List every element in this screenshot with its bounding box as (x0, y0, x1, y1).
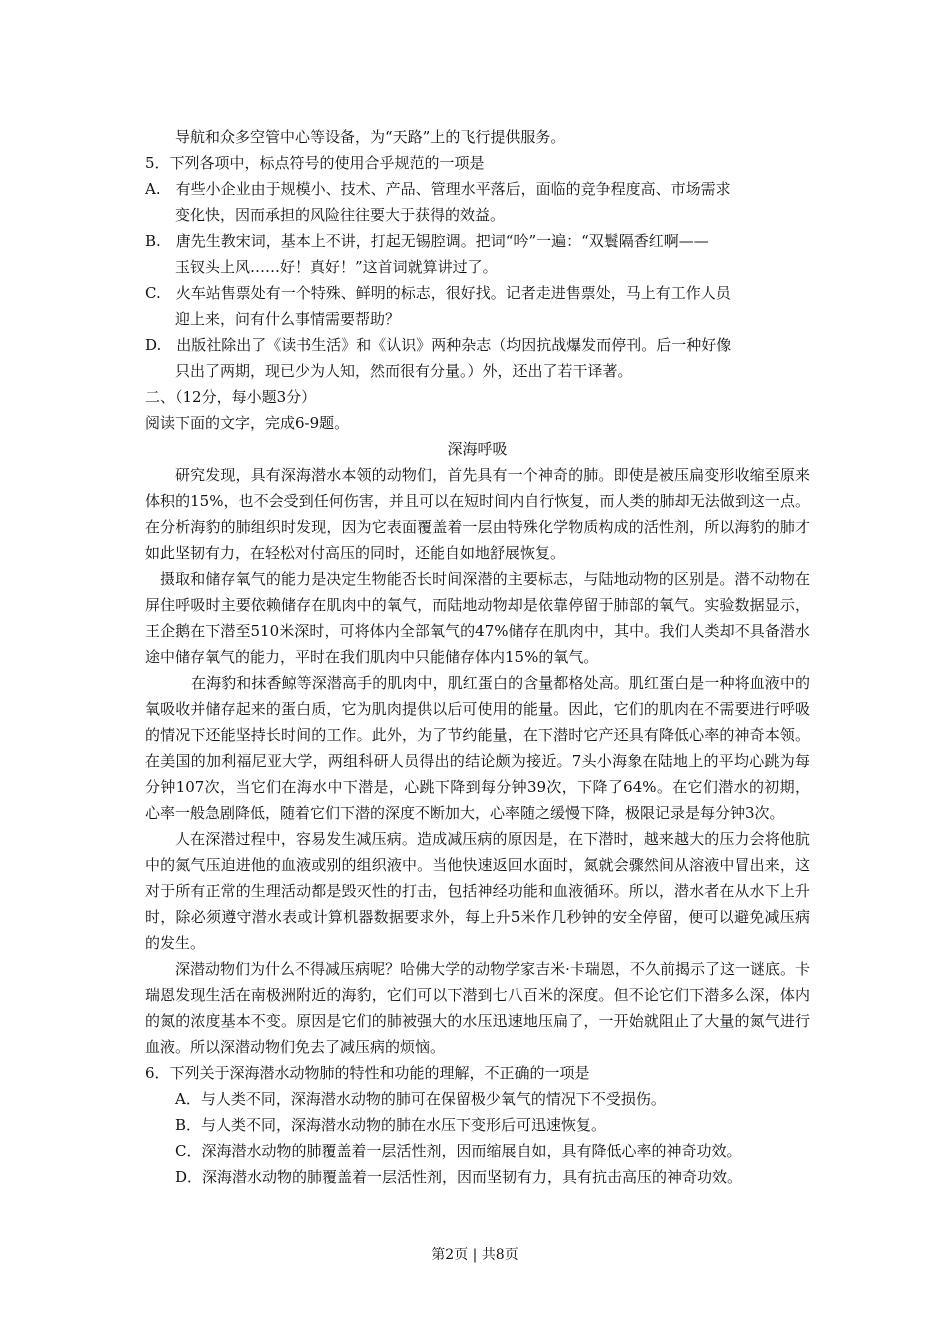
article-paragraph-1: 研究发现，具有深海潜水本领的动物们，首先具有一个神奇的肺。即使是被压扁变形收缩至原来体积的15%，也不会受到任何伤害，并且可以在短时间内自行恢复，而人类的肺却无法做到这一点。在分析海豹的肺组织时发现，因为它表面覆盖着一层由特殊化学物质构成的活性剂，所以海豹的肺才如此坚韧有力，在轻松对付高压的同时，还能自如地舒展恢复。 (145, 466, 810, 562)
continuation-line: 导航和众多空管中心等设备，为“天路”上的飞行提供服务。 (175, 128, 566, 146)
question-6-option-d: D．深海潜水动物的肺覆盖着一层活性剂，因而坚韧有力，具有抗击高压的神奇功效。 (175, 1168, 743, 1186)
page-footer: 第2页 | 共8页 (431, 1247, 519, 1263)
option-c-line-2: 迎上来，问有什么事情需要帮助？ (175, 310, 401, 328)
question-6-option-a: A．与人类不同，深海潜水动物的肺可在保留极少氧气的情况下不受损伤。 (175, 1090, 666, 1108)
question-5-option-b (145, 228, 810, 280)
question-5-option-c (145, 280, 810, 332)
question-5-option-d (145, 332, 810, 384)
article-title: 深海呼吸 (447, 440, 508, 458)
section-2-instruction: 阅读下面的文字，完成6-9题。 (145, 414, 350, 432)
option-b-line-2: 玉钗头上风……好！真好！”这首词就算讲过了。 (175, 258, 498, 276)
article-paragraph-5: 深潜动物们为什么不得减压病呢？哈佛大学的动物学家吉米·卡瑞恩，不久前揭示了这一谜底。卡瑞恩发现生活在南极洲附近的海豹，它们可以下潜到七八百米的深度。但不论它们下潜多么深，体内的氮的浓度基本不变。原因是它们的肺被强大的水压迅速地压扁了，一开始就阻止了大量的氮气进行血液。所以深潜动物们免去了减压病的烦恼。 (145, 960, 810, 1056)
question-6-option-b: B．与人类不同，深海潜水动物的肺在水压下变形后可迅速恢复。 (175, 1116, 607, 1134)
option-a-line-2: 变化快，因而承担的风险往往要大于获得的效益。 (175, 206, 506, 224)
option-c-line-1: C. 火车站售票处有一个特殊、鲜明的标志，很好找。记者走进售票处，马上有工作人员 (145, 284, 731, 302)
question-5-option-a (145, 176, 810, 228)
article-paragraph-4: 人在深潜过程中，容易发生减压病。造成减压病的原因是，在下潜时，越来越大的压力会将他肮中的氮气压迫进他的血液或别的组织液中。当他快速返回水面时，氮就会骤然间从溶液中冒出来，这对于所有正常的生理活动都是毁灭性的打击，包括神经功能和血液循环。所以，潜水者在从水下上升时，除必须遵守潜水表或计算机器数据要求外，每上升5米作几秒钟的安全停留，便可以避免减压病的发生。 (145, 830, 810, 952)
option-d-line-2: 只出了两期，现已少为人知，然而很有分量。）外，还出了若干译著。 (175, 362, 633, 380)
article-paragraph-3: 在海豹和抹香鲸等深潜高手的肌肉中，肌红蛋白的含量都格处高。肌红蛋白是一种将血液中的氧吸收并储存起来的蛋白质，它为肌肉提供以后可使用的能量。因此，它们的肌肉在不需要进行呼吸的情况下还能坚持长时间的工作。此外，为了节约能量，在下潜时它产还具有降低心率的神奇本领。在美国的加利福尼亚大学，两组科研人员得出的结论颇为接近。7头小海象在陆地上的平均心跳为每分钟107次，当它们在海水中下潜是，心跳下降到每分钟39次，下降了64%。在它们潜水的初期，心率一般急剧降低，随着它们下潜的深度不断加大，心率随之缓慢下降，极限记录是每分钟3次。 (145, 674, 810, 822)
question-5-stem: 5．下列各项中，标点符号的使用合乎规范的一项是 (145, 154, 485, 172)
exam-page (145, 124, 810, 1190)
option-d-line-1: D. 出版社除出了《读书生活》和《认识》两种杂志（均因抗战爆发而停刊。后一种好像 (145, 336, 732, 354)
option-a-line-1: A. 有些小企业由于规模小、技术、产品、管理水平落后，面临的竞争程度高、市场需求 (145, 180, 731, 198)
option-b-line-1: B. 唐先生教宋词，基本上不讲，打起无锡腔调。把词“吟”一遍：“双鬟隔香红啊—— (145, 232, 709, 250)
question-6-option-c: C．深海潜水动物的肺覆盖着一层活性剂，因而缩展自如，具有降低心率的神奇功效。 (175, 1142, 742, 1160)
question-6-stem: 6．下列关于深海潜水动物肺的特性和功能的理解，不正确的一项是 (145, 1064, 590, 1082)
article-paragraph-2: 摄取和储存氧气的能力是决定生物能否长时间深潜的主要标志，与陆地动物的区别是。潜不动物在屏住呼吸时主要依赖储存在肌肉中的氧气，而陆地动物却是依靠停留于肺部的氧气。实验数据显示，王企鹅在下潜至510米深时，可将体内全部氧气的47%储存在肌肉中，其中。我们人类却不具备潜水途中储存氧气的能力，平时在我们肌肉中只能储存体内15%的氧气。 (145, 570, 810, 666)
section-2-heading: 二、（12分，每小题3分） (145, 388, 317, 406)
